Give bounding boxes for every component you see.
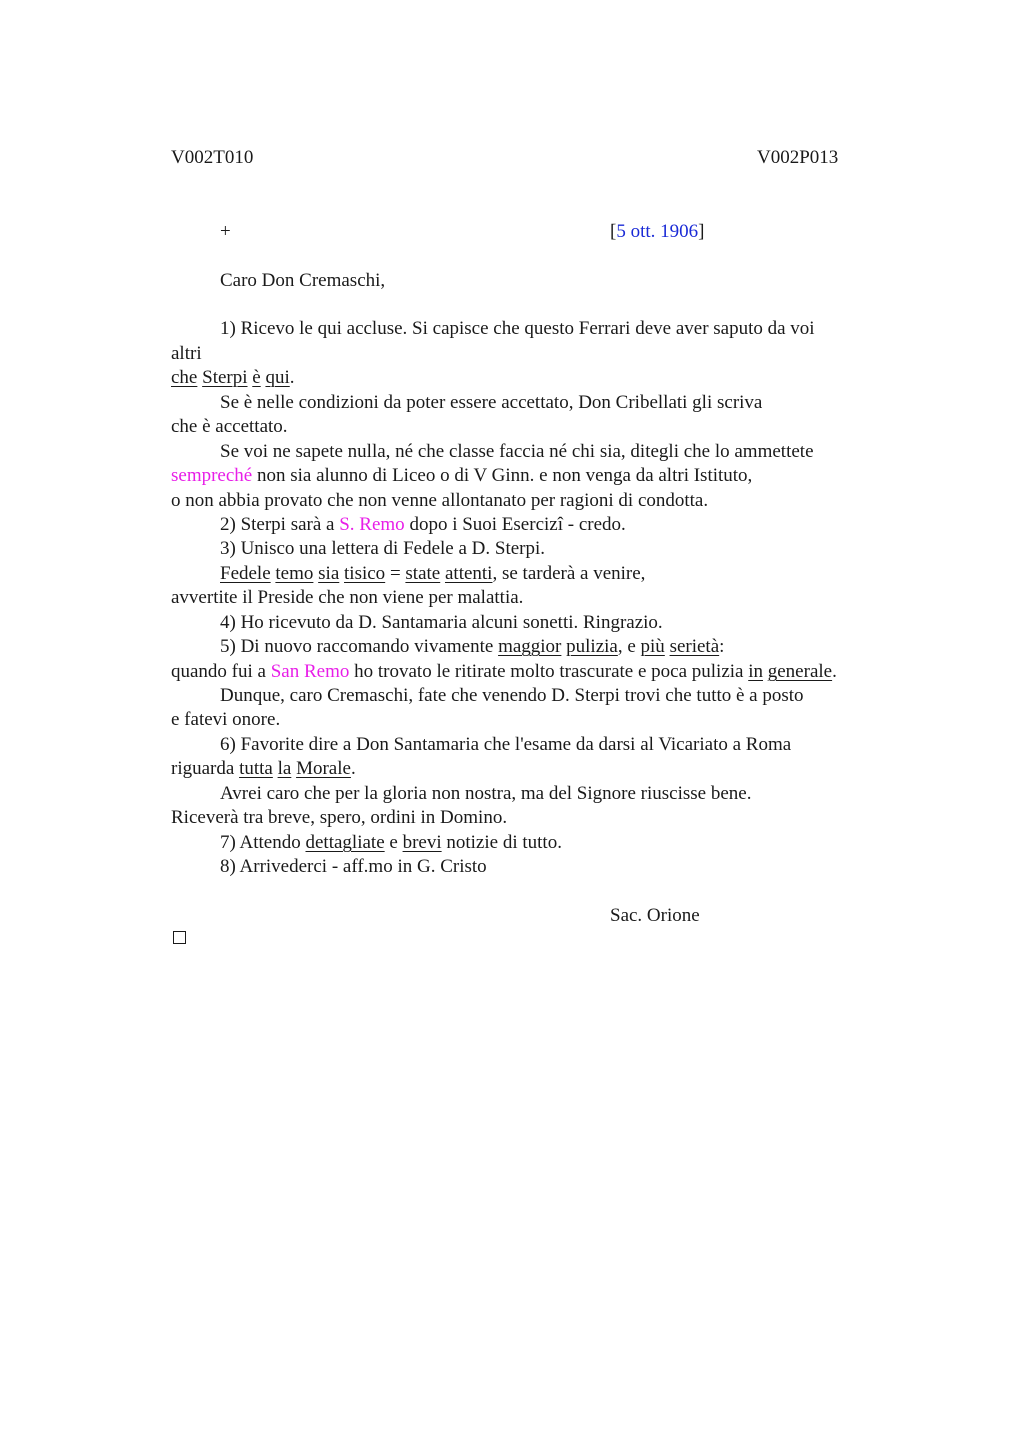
line-14-c: :: [719, 636, 725, 657]
line-15-b: ho trovato le ritirate molto trascurate e poca pulizia: [349, 661, 749, 682]
underlined-word: tisico: [344, 563, 386, 584]
signature: Sac. Orione: [610, 905, 700, 926]
line-20: Avrei caro che per la gloria non nostra, ma del Signore riuscisse bene.: [220, 783, 752, 804]
highlighted-place: San Remo: [270, 661, 350, 682]
underlined-word: la: [277, 758, 292, 779]
line-22-b: e: [384, 832, 403, 853]
empty-square-icon: [173, 931, 186, 944]
line-17: e fatevi onore.: [171, 709, 281, 730]
underlined-word: più: [640, 636, 665, 657]
underlined-word: sia: [318, 563, 340, 584]
highlighted-place: S. Remo: [339, 514, 405, 535]
underlined-word: Fedele: [220, 563, 271, 584]
line-22-a: 7) Attendo: [220, 832, 306, 853]
line-22: [220, 831, 562, 855]
header-right-code: V002P013: [757, 147, 839, 168]
salutation: Caro Don Cremaschi,: [220, 270, 386, 291]
underlined-word: state: [405, 563, 441, 584]
line-9-c: - credo.: [563, 514, 626, 535]
underlined-word: che: [171, 367, 198, 388]
line-7-rest: non sia alunno di Liceo o di V Ginn. e non venga da altri Istituto,: [252, 465, 753, 486]
underlined-word: qui: [265, 367, 290, 388]
line-15-c: .: [832, 661, 837, 682]
date-close-bracket: ]: [698, 221, 705, 242]
line-9: [220, 513, 626, 537]
underlined-word: Sterpi: [202, 367, 248, 388]
line-6: Se voi ne sapete nulla, né che classe faccia né chi sia, ditegli che lo ammettete: [220, 441, 814, 462]
underlined-word: in: [748, 661, 763, 682]
line-3: [171, 366, 294, 390]
line-14-a: 5) Di nuovo raccomando vivamente: [220, 636, 499, 657]
underlined-word: attenti: [444, 563, 493, 584]
line-10: 3) Unisco una lettera di Fedele a D. Sterpi.: [220, 538, 546, 559]
line-3-end: .: [289, 367, 295, 388]
line-18: 6) Favorite dire a Don Santamaria che l'esame da darsi al Vicariato a Roma: [220, 734, 792, 755]
line-1: 1) Ricevo le qui accluse. Si capisce che questo Ferrari deve aver saputo da voi: [220, 318, 815, 339]
line-2: altri: [171, 343, 202, 364]
line-9-b: dopo i Suoi Esercizi: [404, 514, 563, 535]
underlined-word: temo: [275, 563, 314, 584]
underlined-word: è: [252, 367, 261, 388]
line-8: o non abbia provato che non venne allontanato per ragioni di condotta.: [171, 490, 709, 511]
underlined-word: dettagliate: [305, 832, 385, 853]
line-11-rest: , se tarderà a venire,: [492, 563, 646, 584]
line-23: 8) Arrivederci - aff.mo in G. Cristo: [220, 856, 487, 877]
underlined-word: generale: [767, 661, 833, 682]
line-7: [171, 464, 752, 488]
line-19: [171, 757, 356, 781]
line-14: [220, 635, 724, 659]
line-14-b: , e: [617, 636, 641, 657]
underlined-word: maggior: [498, 636, 562, 657]
line-13: 4) Ho ricevuto da D. Santamaria alcuni sonetti. Ringrazio.: [220, 612, 663, 633]
date-line: [610, 220, 704, 244]
underlined-word: pulizia: [566, 636, 618, 657]
underlined-word: Morale: [296, 758, 351, 779]
line-19-a: riguarda: [171, 758, 240, 779]
line-21: Riceverà tra breve, spero, ordini in Domino.: [171, 807, 508, 828]
underlined-word: serietà: [669, 636, 720, 657]
line-12: avvertite il Preside che non viene per malattia.: [171, 587, 524, 608]
line-15-a: quando fui a: [171, 661, 271, 682]
line-19-c: .: [350, 758, 356, 779]
line-11: [220, 562, 645, 586]
line-15: [171, 660, 837, 684]
underlined-word: tutta: [239, 758, 273, 779]
line-9-a: 2) Sterpi sarà a: [220, 514, 340, 535]
line-22-c: notizie di tutto.: [441, 832, 562, 853]
highlighted-word: sempreché: [171, 465, 253, 486]
plus-sign: +: [220, 221, 231, 242]
line-16: Dunque, caro Cremaschi, fate che venendo D. Sterpi trovi che tutto è a posto: [220, 685, 804, 706]
equals-sign: =: [385, 563, 406, 584]
underlined-word: brevi: [402, 832, 442, 853]
line-5: che è accettato.: [171, 416, 288, 437]
date-value: 5 ott. 1906: [616, 221, 699, 242]
line-4: Se è nelle condizioni da poter essere accettato, Don Cribellati gli scriva: [220, 392, 763, 413]
date-open-bracket: [: [610, 221, 617, 242]
header-left-code: V002T010: [171, 147, 254, 168]
